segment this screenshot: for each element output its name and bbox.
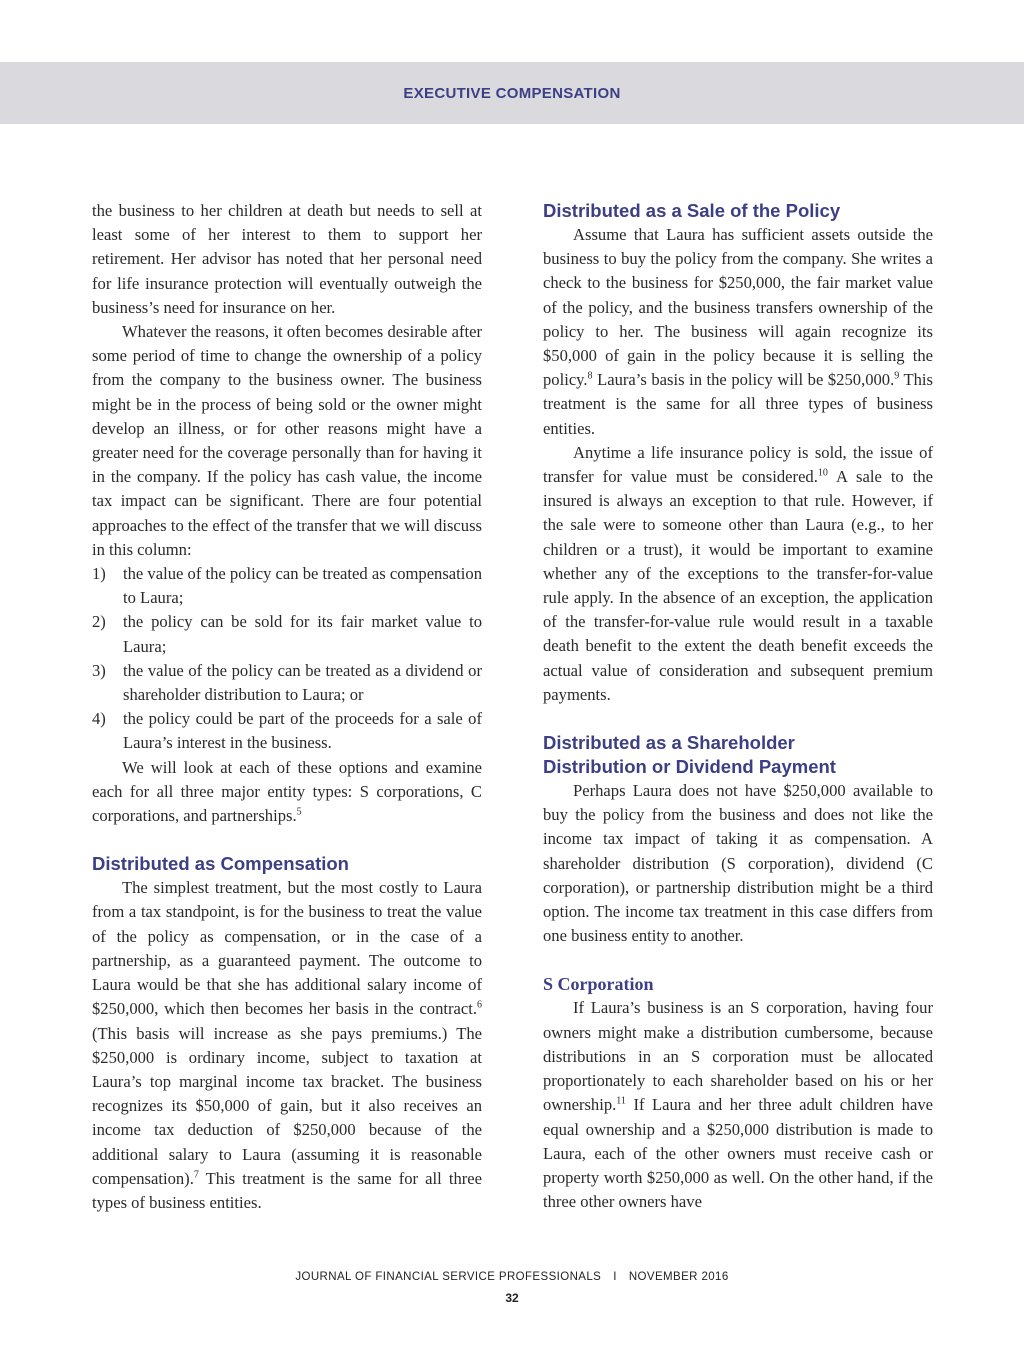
list-text: the value of the policy can be treated as compensation to Laura; [123,564,482,608]
footnote-ref: 8 [587,370,593,382]
footnote-ref: 5 [296,806,302,818]
paragraph-text: The simplest treatment, but the most costly to Laura from a tax standpoint, is for the business to treat the value of the policy as compensation, or in the case of a partnership, as a guaranteed payment. The outcome to Laura would be that she has additional salary income of $250,000, which then becomes her basis in the contract. [92,878,482,1019]
footer-separator: I [613,1271,617,1283]
paragraph-text: Assume that Laura has sufficient assets outside the business to buy the policy from the company. She writes a check to the business for $250,000, the fair market value of the policy, and the business transfers ownership of the policy to her. The business will again recognize its $50,000 of gain in the policy because it is selling the policy. [543,225,933,390]
journal-name: JOURNAL OF FINANCIAL SERVICE PROFESSIONALS [295,1271,602,1283]
paragraph-compensation [92,876,482,1215]
list-item [92,707,482,755]
paragraph-reasons: Whatever the reasons, it often becomes desirable after some period of time to change the ownership of a policy from the company to the business owner. The business might be in the process of being sold or the owner might develop an illness, or for other reasons might have a greater need for the coverage personally than for having it in the company. If the policy has cash value, the income tax impact can be significant. There are four potential approaches to the effect of the transfer that we will discuss in this column: [92,322,482,559]
list-number: 1) [92,564,106,584]
list-number: 4) [92,709,106,729]
paragraph-text: If Laura and her three adult children have equal ownership and a $250,000 distribution is made to Laura, each of the other owners must receive cash or property worth $250,000 as well. On the other hand, if the three other owners have [543,1095,933,1212]
paragraph-text: (This basis will increase as she pays premiums.) The $250,000 is ordinary income, subject to taxation at Laura’s top marginal income tax bracket. The business recognizes its $50,000 of gain, but it also receives an income tax deduction of $250,000 because of the additional salary to Laura (assuming it is reasonable compensation). [92,1023,482,1188]
heading-dividend [543,731,933,779]
approaches-list [92,562,482,756]
list-number: 2) [92,612,106,632]
paragraph-text: Laura’s basis in the policy will be $250,000. [592,370,895,390]
list-item [92,659,482,707]
footnote-ref: 11 [616,1095,626,1107]
issue-date: NOVEMBER 2016 [628,1271,729,1283]
list-number: 3) [92,660,106,680]
list-text: the value of the policy can be treated as a dividend or shareholder distribution to Laura; or [123,660,482,705]
footnote-ref: 6 [477,999,482,1011]
paragraph-text: If Laura’s business is an S corporation, having four owners might make a distribution cumbersome, because distributions in an S corporation must be allocated proportionately to each shareholder based on his or her ownership. [543,998,933,1115]
heading-sale: Distributed as a Sale of the Policy [543,200,841,221]
list-item [92,610,482,658]
running-header [0,62,1024,124]
heading-s-corporation: S Corporation [543,974,654,995]
paragraph-text: This treatment is the same for all three types of business entities. [92,1168,482,1212]
paragraph-distribution: Perhaps Laura does not have $250,000 available to buy the policy from the business and does not like the income tax impact of taking it as compensation. A shareholder distribution (S corporation), dividend (C corporation), or partnership distribution might be a third option. The income tax treatment in this case differs from one business entity to another. [543,781,933,946]
list-text: the policy could be part of the proceeds for a sale of Laura’s interest in the business. [123,709,482,753]
paragraph-s-corporation [543,996,933,1214]
paragraph-sale [543,223,933,441]
heading-compensation: Distributed as Compensation [92,853,349,875]
heading-line: Distribution or Dividend Payment [543,756,836,778]
list-text: the policy can be sold for its fair market value to Laura; [123,612,482,656]
paragraph-transfer-for-value [543,441,933,707]
journal-footer [0,1271,1024,1283]
footnote-ref: 10 [817,467,828,479]
paragraph-continuation: the business to her children at death but needs to sell at least some of her interest to them to support her retirement. Her advisor has noted that her personal need for life insurance protection will eventually outweigh the business’s need for insurance on her. [92,201,482,317]
section-title: EXECUTIVE COMPENSATION [403,84,621,102]
paragraph-text: We will look at each of these options and examine each for all three major entity types: S corporations, C corporations, and partnerships. [92,757,482,826]
footnote-ref: 9 [894,370,900,382]
list-item [92,562,482,610]
right-column [543,199,933,1214]
paragraph-text: Anytime a life insurance policy is sold, the issue of transfer for value must be considered. [543,442,933,487]
page-number: 32 [505,1291,519,1305]
left-column [92,199,482,1215]
footnote-ref: 7 [193,1169,199,1181]
paragraph-text: This treatment is the same for all three types of business entities. [543,370,933,438]
paragraph-text: A sale to the insured is always an exception to that rule. However, if the sale were to someone other than Laura (e.g., to her children or a trust), it would be important to examine whether any of the exceptions to the transfer-for-value rule apply. In the absence of an exception, the application of the transfer-for-value rule would result in a taxable death benefit to the extent the death benefit exceeds the actual value of consideration and subsequent premium payments. [543,467,933,704]
paragraph-entity-types [92,756,482,829]
heading-line: Distributed as a Shareholder [543,732,795,754]
